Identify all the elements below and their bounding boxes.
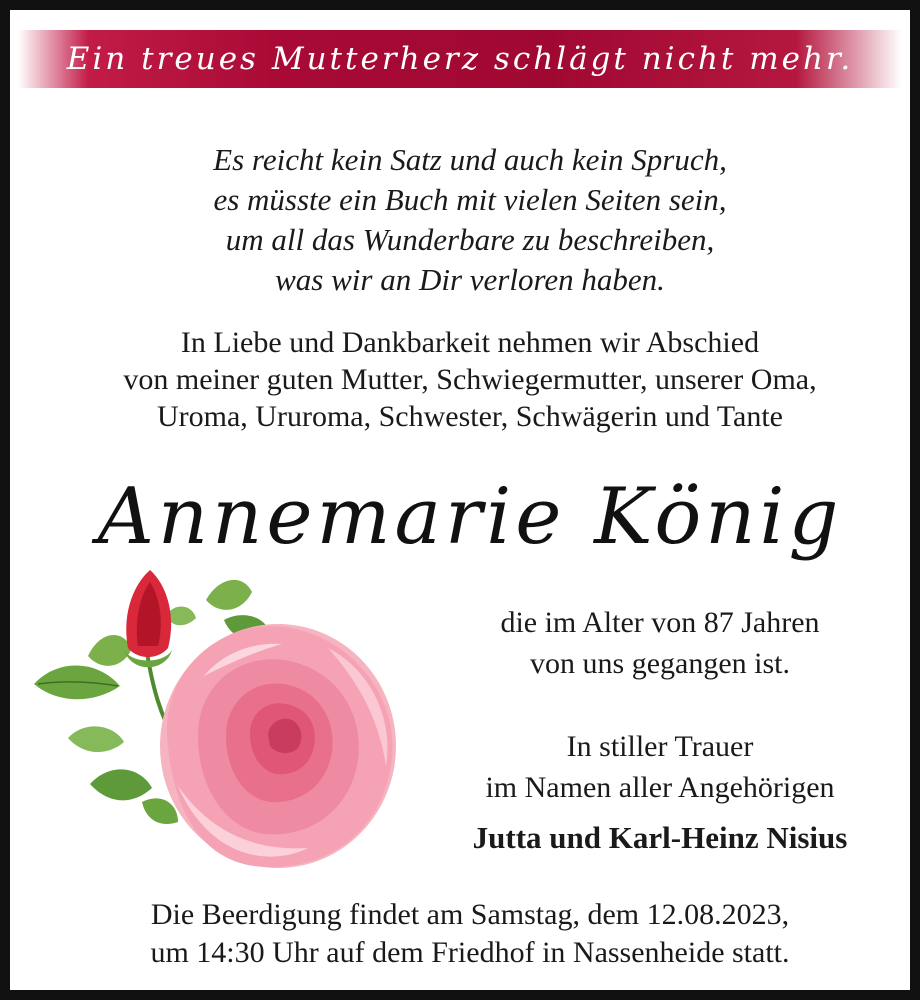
- quote-line: um all das Wunderbare zu beschreiben,: [225, 222, 715, 257]
- quote-line: es müsste ein Buch mit vielen Seiten sein,: [213, 182, 727, 217]
- mourner-names: Jutta und Karl-Heinz Nisius: [472, 820, 848, 855]
- funeral-line: um 14:30 Uhr auf dem Friedhof in Nassenheide statt.: [150, 936, 790, 969]
- deceased-name: Annemarie König: [97, 472, 843, 562]
- funeral-line: Die Beerdigung findet am Samstag, dem 12.08.2023,: [150, 898, 790, 931]
- age-line: von uns gegangen ist.: [530, 647, 790, 680]
- intro-line: In Liebe und Dankbarkeit nehmen wir Abschied: [180, 326, 760, 359]
- farewell-intro: [20, 324, 920, 435]
- rose-bud-icon: [124, 570, 172, 667]
- header-banner: [18, 30, 902, 88]
- rose-illustration: [28, 556, 404, 876]
- intro-line: Uroma, Ururoma, Schwester, Schwägerin und Tante: [157, 400, 783, 433]
- funeral-details: [20, 896, 920, 972]
- intro-line: von meiner guten Mutter, Schwiegermutter, unserer Oma,: [123, 363, 817, 396]
- age-statement: [400, 602, 920, 684]
- quote-line: Es reicht kein Satz und auch kein Spruch,: [213, 142, 727, 177]
- mourning-line: im Namen aller Angehörigen: [485, 771, 835, 804]
- quote-verse: [20, 140, 920, 300]
- quote-line: was wir an Dir verloren haben.: [275, 262, 665, 297]
- rose-bloom-icon: [160, 624, 396, 868]
- banner-text: Ein treues Mutterherz schlägt nicht mehr.: [66, 41, 854, 77]
- mourning-statement: [400, 726, 920, 808]
- mourning-line: In stiller Trauer: [566, 730, 754, 763]
- age-line: die im Alter von 87 Jahren: [500, 606, 820, 639]
